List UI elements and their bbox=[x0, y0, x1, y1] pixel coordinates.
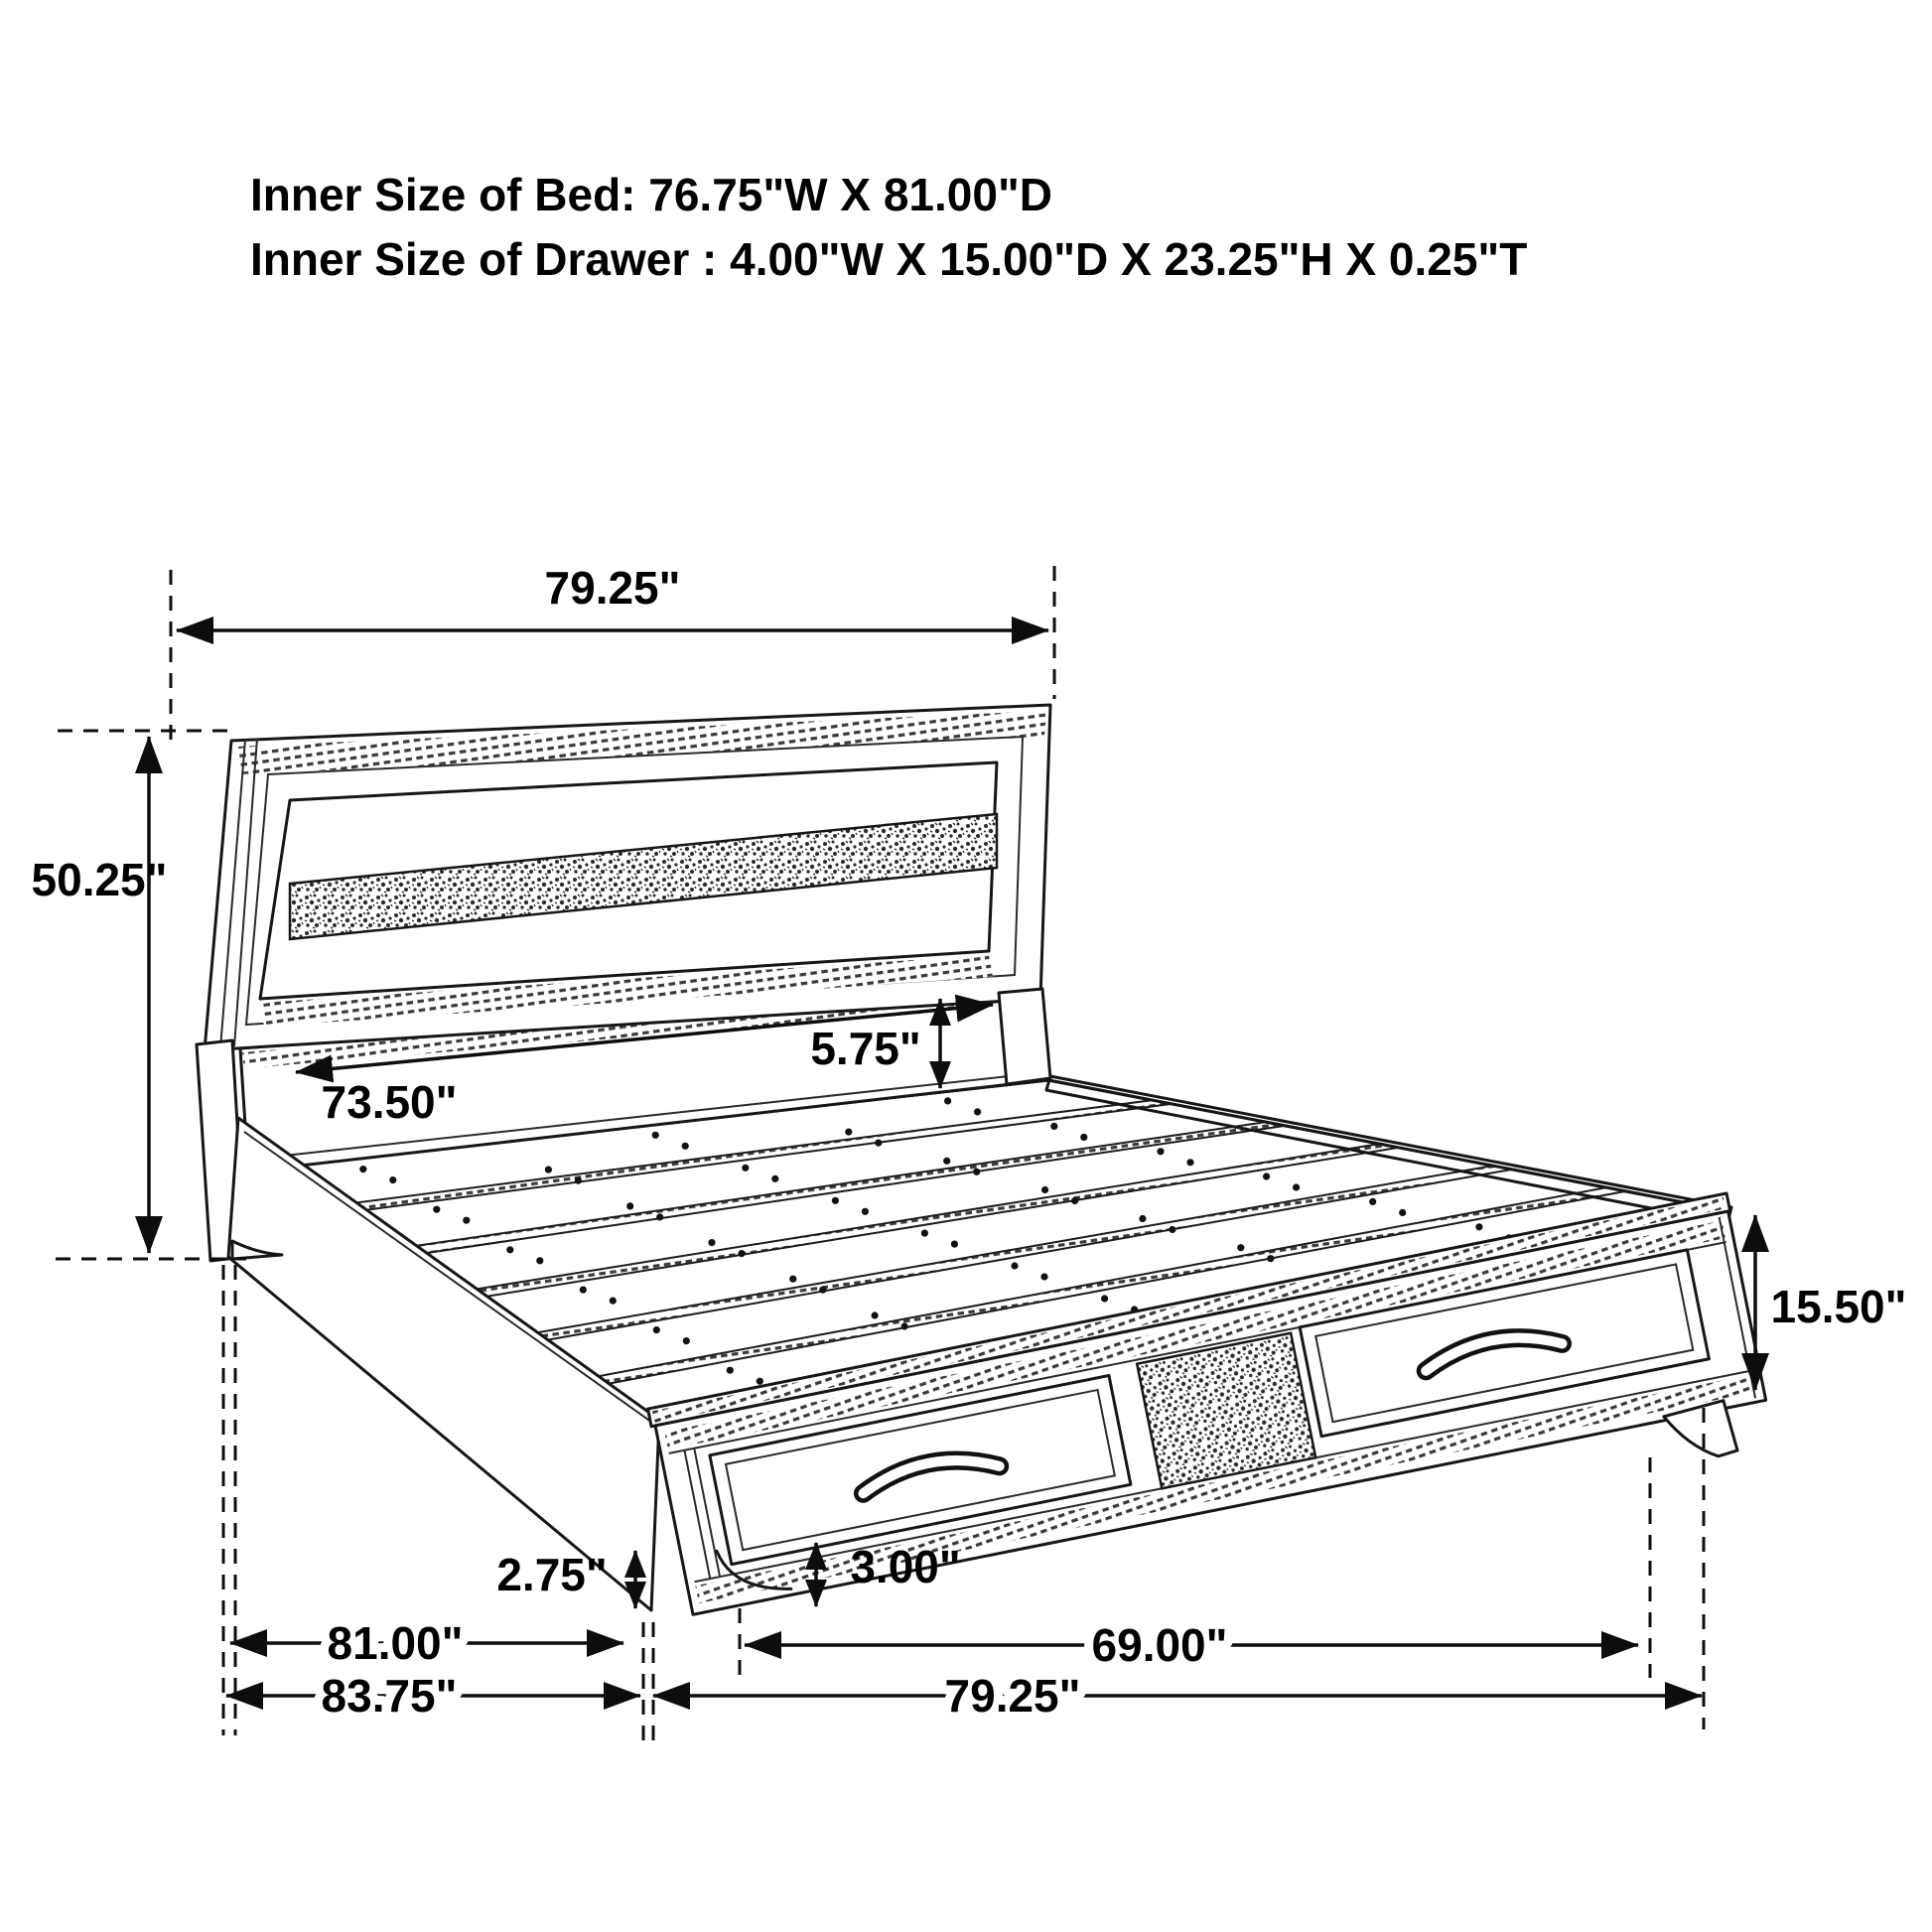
dim-label-footboard-width: 79.25" bbox=[944, 1670, 1081, 1722]
slat-dot bbox=[901, 1322, 908, 1329]
slat-dot bbox=[389, 1176, 396, 1183]
slat-dot bbox=[463, 1217, 470, 1224]
slat-dot bbox=[652, 1132, 659, 1139]
dim-label-rail-height: 5.75" bbox=[810, 1023, 921, 1074]
slat-dot bbox=[789, 1276, 796, 1283]
slat-dot bbox=[1040, 1273, 1047, 1280]
slat-dot bbox=[943, 1158, 950, 1165]
slat-dot bbox=[921, 1230, 928, 1237]
slat-dot bbox=[1186, 1159, 1193, 1166]
slat-dot bbox=[727, 1367, 734, 1374]
header-note-1: Inner Size of Bed: 76.75"W X 81.00"D bbox=[250, 169, 1052, 220]
slat-dot bbox=[1369, 1198, 1376, 1205]
bed-drawing bbox=[197, 705, 1777, 1660]
slat-dot bbox=[1139, 1215, 1146, 1222]
header-note-2: Inner Size of Drawer : 4.00"W X 15.00"D X 23.25"H X 0.25"T bbox=[250, 233, 1528, 285]
slat-dot bbox=[1267, 1255, 1274, 1262]
slat-dot bbox=[1157, 1148, 1164, 1155]
dim-label-drawer-section-width: 69.00" bbox=[1091, 1619, 1228, 1671]
slat-dot bbox=[1080, 1134, 1087, 1141]
slat-dot bbox=[1101, 1295, 1108, 1302]
dim-footboard-width bbox=[653, 1670, 1702, 1722]
slat-dot bbox=[1169, 1226, 1175, 1233]
header-notes bbox=[250, 169, 1527, 285]
dim-label-inner-depth: 81.00" bbox=[327, 1617, 464, 1669]
slat-dot bbox=[944, 1097, 951, 1104]
slat-dot bbox=[1475, 1223, 1482, 1230]
slat-dot bbox=[1263, 1173, 1270, 1179]
dim-label-footboard-height: 15.50" bbox=[1770, 1281, 1907, 1332]
dim-label-foot-height: 2.75" bbox=[496, 1549, 608, 1600]
slat-dot bbox=[545, 1167, 552, 1173]
dim-overall-depth bbox=[226, 1670, 640, 1722]
dim-label-bracket-height: 3.00" bbox=[850, 1541, 961, 1592]
slat-dot bbox=[683, 1337, 690, 1344]
slat-dot bbox=[875, 1140, 882, 1147]
slat-dot bbox=[433, 1206, 440, 1213]
slat-dot bbox=[656, 1213, 663, 1220]
dim-label-headboard-height: 50.25" bbox=[31, 854, 168, 905]
slat-dot bbox=[1399, 1209, 1406, 1216]
slat-dot bbox=[1237, 1244, 1244, 1251]
slat-dot bbox=[536, 1257, 543, 1264]
slat-dot bbox=[653, 1326, 660, 1333]
slat-dot bbox=[580, 1287, 587, 1294]
slat-dot bbox=[951, 1241, 958, 1248]
slat-dot bbox=[845, 1129, 852, 1136]
slat-dot bbox=[819, 1287, 826, 1294]
slat-dot bbox=[862, 1208, 869, 1215]
slat-dot bbox=[757, 1378, 763, 1385]
slat-dot bbox=[506, 1246, 513, 1253]
slat-dot bbox=[626, 1202, 633, 1209]
slat-dot bbox=[738, 1250, 745, 1257]
slat-dot bbox=[682, 1143, 689, 1150]
slat-dot bbox=[575, 1177, 582, 1184]
dim-inner-depth bbox=[230, 1617, 623, 1669]
dim-label-overall-depth: 83.75" bbox=[321, 1670, 458, 1722]
slat-dot bbox=[1293, 1183, 1300, 1190]
slat-dot bbox=[832, 1197, 839, 1204]
dim-label-headboard-width: 79.25" bbox=[544, 562, 681, 614]
dim-label-headboard-inner-width: 73.50" bbox=[321, 1076, 458, 1128]
slat-dot bbox=[1050, 1123, 1057, 1130]
dim-footboard-height bbox=[1755, 1215, 1906, 1390]
slat-dot bbox=[1011, 1262, 1018, 1269]
slat-dot bbox=[708, 1239, 715, 1246]
slat-dot bbox=[610, 1298, 617, 1305]
slat-dot bbox=[742, 1165, 749, 1172]
slat-dot bbox=[974, 1108, 981, 1115]
slat-dot bbox=[359, 1166, 366, 1173]
headboard-leg-right bbox=[999, 989, 1050, 1084]
slat-dot bbox=[973, 1169, 980, 1175]
slat-dot bbox=[872, 1311, 879, 1318]
slat-dot bbox=[771, 1175, 778, 1182]
dim-drawer-section-width bbox=[745, 1619, 1638, 1671]
slat-dot bbox=[1071, 1197, 1078, 1204]
slat-dot bbox=[1041, 1186, 1048, 1193]
